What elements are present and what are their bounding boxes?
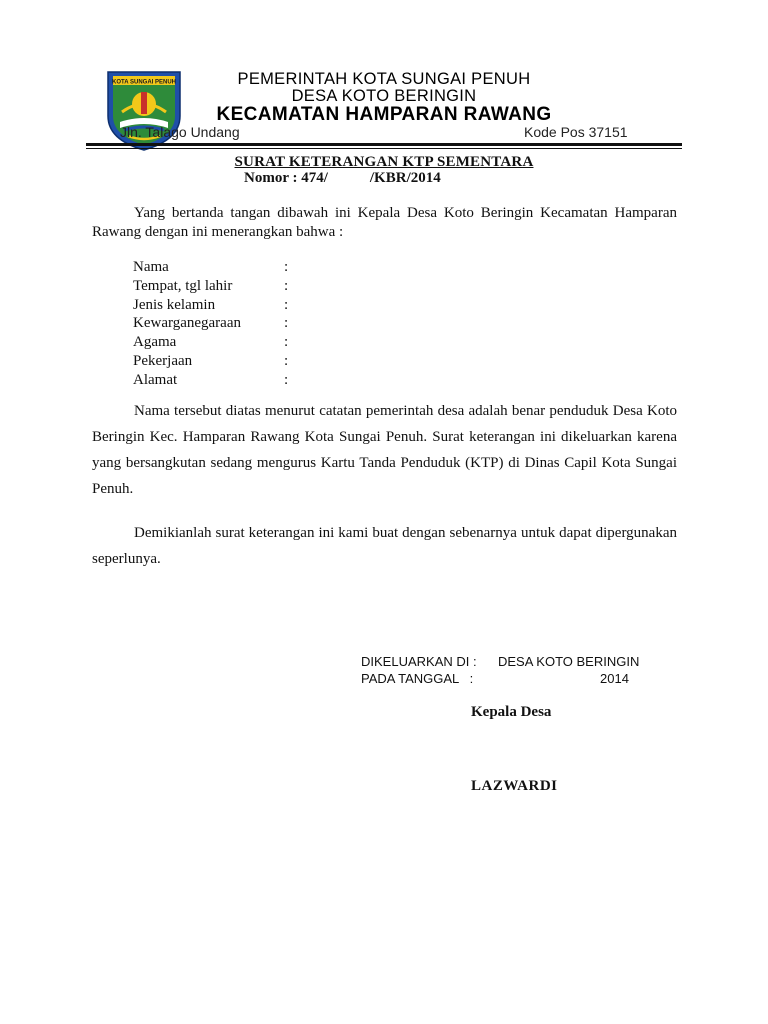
field-label: Kewarganegaraan [133,315,241,332]
field-separator: : [284,277,289,294]
issued-at-label: DIKELUARKAN DI : [361,654,477,669]
issued-at-value: DESA KOTO BERINGIN [498,654,640,669]
field-label: Tempat, tgl lahir [133,277,233,294]
issued-date-label: PADA TANGGAL : [361,671,474,686]
intro-paragraph: Yang bertanda tangan dibawah ini Kepala Desa Koto Beringin Kecamatan Hamparan Rawang dengan ini menerangkan bahwa : [92,205,677,240]
letterhead-line-government: PEMERINTAH KOTA SUNGAI PENUH [237,70,531,88]
document-number [244,170,441,187]
document-number-prefix: Nomor : 474/ [244,170,328,186]
field-label: Agama [133,334,177,351]
field-separator: : [284,296,289,313]
field-row [133,258,313,277]
letterhead-line-village: DESA KOTO BERINGIN [291,87,477,105]
field-row [133,352,313,371]
closing-paragraph: Demikianlah surat keterangan ini kami buat dengan sebenarnya untuk dapat dipergunakan seperlunya. [92,525,677,567]
emblem-text: KOTA SUNGAI PENUH [111,79,177,86]
field-row [133,277,313,296]
letterhead-address: Jln. Talago Undang [120,124,240,140]
field-row [133,314,313,333]
issued-at-line [361,654,639,669]
document-number-suffix: /KBR/2014 [369,170,441,186]
field-row [133,296,313,315]
field-separator: : [284,315,289,332]
field-separator: : [284,352,289,369]
field-separator: : [284,371,289,388]
field-separator: : [284,334,289,351]
issued-date-year: 2014 [600,671,629,686]
letterhead-rule-thin [86,148,682,149]
field-separator: : [284,259,289,275]
signatory-position: Kepala Desa [471,704,552,720]
field-label: Alamat [133,371,178,388]
field-label: Jenis kelamin [133,296,216,313]
field-label: Nama [133,259,169,275]
letterhead-postal-code: Kode Pos 37151 [524,124,628,140]
letterhead-rule-thick [86,143,682,146]
identity-fields [133,258,313,390]
signatory-name: LAZWARDI [471,778,558,794]
statement-paragraph: Nama tersebut diatas menurut catatan pemerintah desa adalah benar penduduk Desa Koto Beringin Kec. Hamparan Rawang Kota Sungai Penuh. Surat keterangan ini dikeluarkan karena yang bersangkutan sedang mengurus Kartu Tanda Penduduk (KTP) di Dinas Capil Kota Sungai Penuh. [92,403,677,497]
letterhead-line-district: KECAMATAN HAMPARAN RAWANG [216,104,552,125]
document-title: SURAT KETERANGAN KTP SEMENTARA [234,154,534,170]
issued-date-line [361,671,629,686]
field-label: Pekerjaan [133,352,193,369]
field-row [133,371,313,390]
field-row [133,333,313,352]
